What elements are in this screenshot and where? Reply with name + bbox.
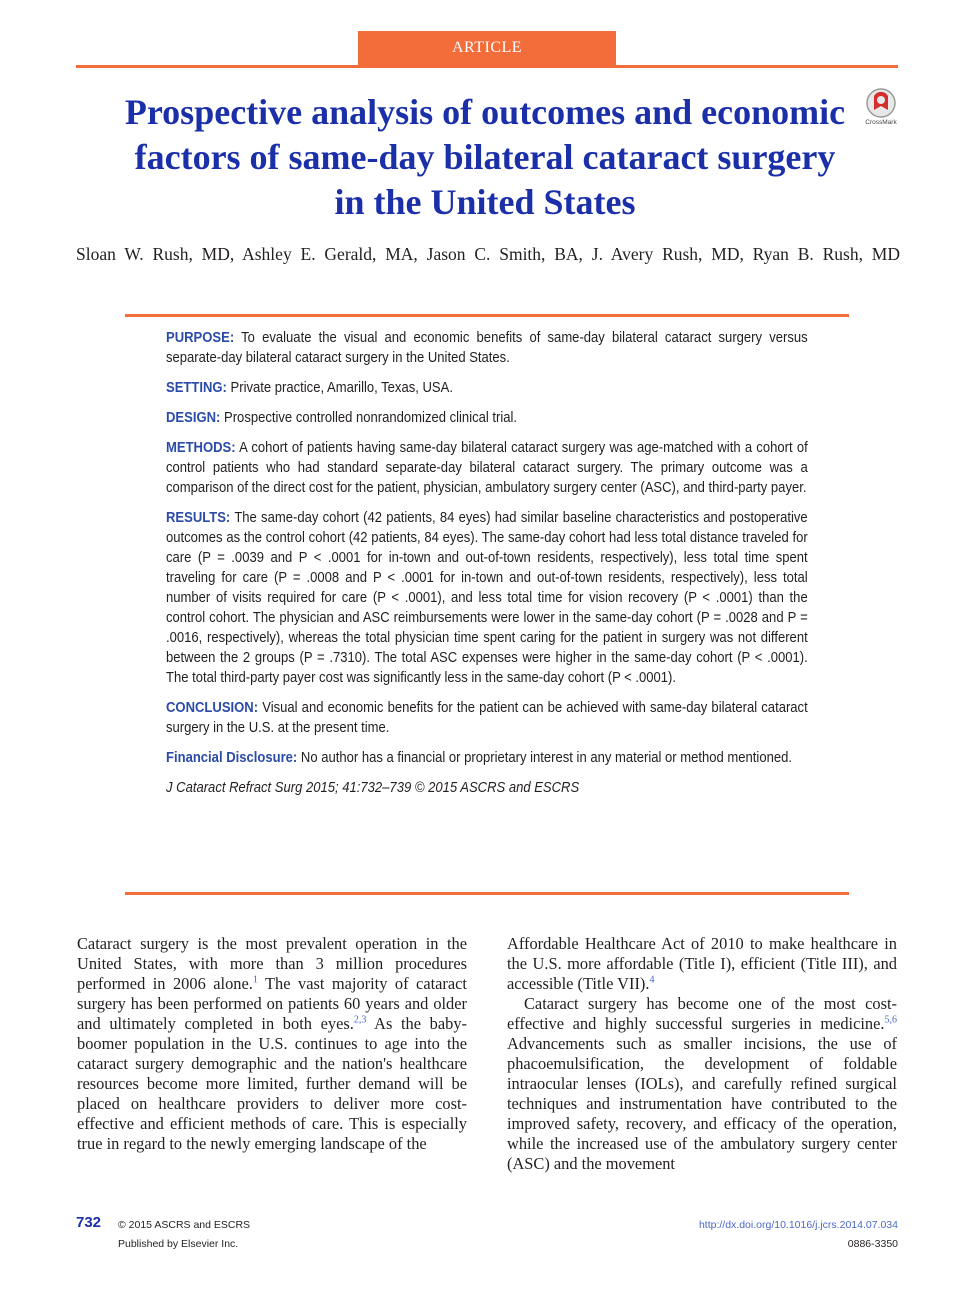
body-text: Advancements such as smaller incisions, the use of phacoemulsification, the development of foldable intraocular lenses (IOLs), and carefully refined surgical techniques and instrumentation have contributed to the improved safety, recovery, and efficacy of the operation, while the increased use of the ambulatory surgery center (ASC) and the movement — [507, 1034, 897, 1173]
setting-text: Private practice, Amarillo, Texas, USA. — [230, 380, 453, 396]
methods-label: METHODS: — [166, 440, 236, 456]
design-text: Prospective controlled nonrandomized clinical trial. — [224, 410, 518, 426]
journal-citation: J Cataract Refract Surg 2015; 41:732–739 © 2015 ASCRS and ESCRS — [166, 780, 580, 796]
methods-text: A cohort of patients having same-day bilateral cataract surgery was age-matched with a cohort of control patients who had standard separate-day bilateral cataract surgery. The primary outcome was a comparison of the direct cost for the patient, physician, ambulatory surgery center (ASC), and third-party payer. — [166, 440, 808, 496]
doi-link[interactable]: http://dx.doi.org/10.1016/j.jcrs.2014.07.034 — [698, 1219, 898, 1231]
footer-issn: 0886-3350 — [847, 1238, 898, 1250]
setting-label: SETTING: — [166, 380, 227, 396]
abstract-design — [166, 408, 808, 428]
body-text: The vast majority of cataract surgery has been performed on patients 60 years and older and ultimately completed in both eyes. — [77, 974, 467, 1033]
abstract-top-rule — [125, 314, 849, 317]
crossmark-badge-icon — [862, 88, 900, 120]
abstract-purpose — [166, 328, 808, 368]
body-paragraph — [507, 994, 897, 1174]
abstract-conclusion — [166, 698, 808, 738]
crossmark-icon[interactable] — [862, 88, 900, 128]
body-paragraph — [77, 934, 467, 1154]
results-label: RESULTS: — [166, 510, 231, 526]
body-text: As the baby-boomer population in the U.S. continues to age into the cataract surgery demographic and the nation's healthcare resources become more limited, further demand will be placed on healthcare providers to deliver more cost-effective and efficient methods of care. This is especially true in regard to the newly emerging landscape of the — [77, 1014, 467, 1153]
page-number: 732 — [76, 1214, 102, 1231]
abstract-setting — [166, 378, 808, 398]
body-text: Affordable Healthcare Act of 2010 to make healthcare in the U.S. more affordable (Title I), efficient (Title III), and accessible (Title VII). — [507, 934, 897, 993]
footer-copyright: © 2015 ASCRS and ESCRS — [118, 1219, 251, 1231]
body-column-left — [77, 934, 467, 1154]
abstract-results — [166, 508, 808, 688]
conclusion-text: Visual and economic benefits for the patient can be achieved with same-day bilateral cataract surgery in the U.S. at the present time. — [166, 700, 808, 736]
body-paragraph — [507, 934, 897, 994]
article-type-label: ARTICLE — [451, 39, 523, 56]
header-rule — [76, 65, 898, 68]
footer-right — [600, 1216, 898, 1254]
footer-left — [118, 1216, 250, 1254]
body-column-right — [507, 934, 897, 1174]
disclosure-text: No author has a financial or proprietary interest in any material or method mentioned. — [300, 750, 792, 766]
design-label: DESIGN: — [166, 410, 221, 426]
results-text: The same-day cohort (42 patients, 84 eyes) had similar baseline characteristics and postoperative outcomes as the control cohort (42 patients, 84 eyes). The same-day cohort had less total distance traveled for care (P = .0039 and P < .0001 for in-town and out-of-town residents, respectively), less total time spent traveling for care (P = .0008 and P < .0001 for in-town and out-of-town residents, respectively), less total number of visits required for care (P < .0001), and less total time for vision recovery (P < .0001) than the control cohort. The physician and ASC reimbursements were lower in the same-day cohort (P = .0028 and P = .0016, respectively), whereas the total physician time spent caring for the patient in surgery was not different between the 2 groups (P = .7310). The total ASC expenses were higher in the same-day cohort (P < .0001). The total third-party payer cost was significantly less in the same-day cohort (P < .0001). — [166, 510, 808, 686]
abstract — [166, 328, 808, 798]
reference-link[interactable]: 4 — [649, 974, 655, 986]
footer-publisher: Published by Elsevier Inc. — [118, 1238, 239, 1250]
purpose-text: To evaluate the visual and economic benefits of same-day bilateral cataract surgery versus separate-day bilateral cataract surgery in the United States. — [166, 330, 808, 366]
abstract-disclosure — [166, 748, 808, 768]
reference-link[interactable]: 5,6 — [884, 1014, 897, 1026]
disclosure-label: Financial Disclosure: — [166, 750, 298, 766]
crossmark-label: CrossMark — [865, 119, 897, 126]
body-text: Cataract surgery is the most prevalent operation in the United States, with more than 3 million procedures performed in 2006 alone. — [77, 934, 467, 993]
author-list: Sloan W. Rush, MD, Ashley E. Gerald, MA, Jason C. Smith, BA, J. Avery Rush, MD, Ryan B. Rush, MD — [76, 244, 900, 264]
purpose-label: PURPOSE: — [166, 330, 235, 346]
article-type-tab — [358, 31, 616, 65]
conclusion-label: CONCLUSION: — [166, 700, 259, 716]
abstract-methods — [166, 438, 808, 498]
reference-link[interactable]: 2,3 — [353, 1014, 367, 1026]
reference-link[interactable]: 1 — [252, 974, 258, 986]
abstract-bottom-rule — [125, 892, 849, 895]
body-text: Cataract surgery has become one of the most cost-effective and highly successful surgeries in medicine. — [507, 994, 897, 1033]
article-title: Prospective analysis of outcomes and economic factors of same-day bilateral cataract surgery in the United States — [124, 92, 846, 222]
